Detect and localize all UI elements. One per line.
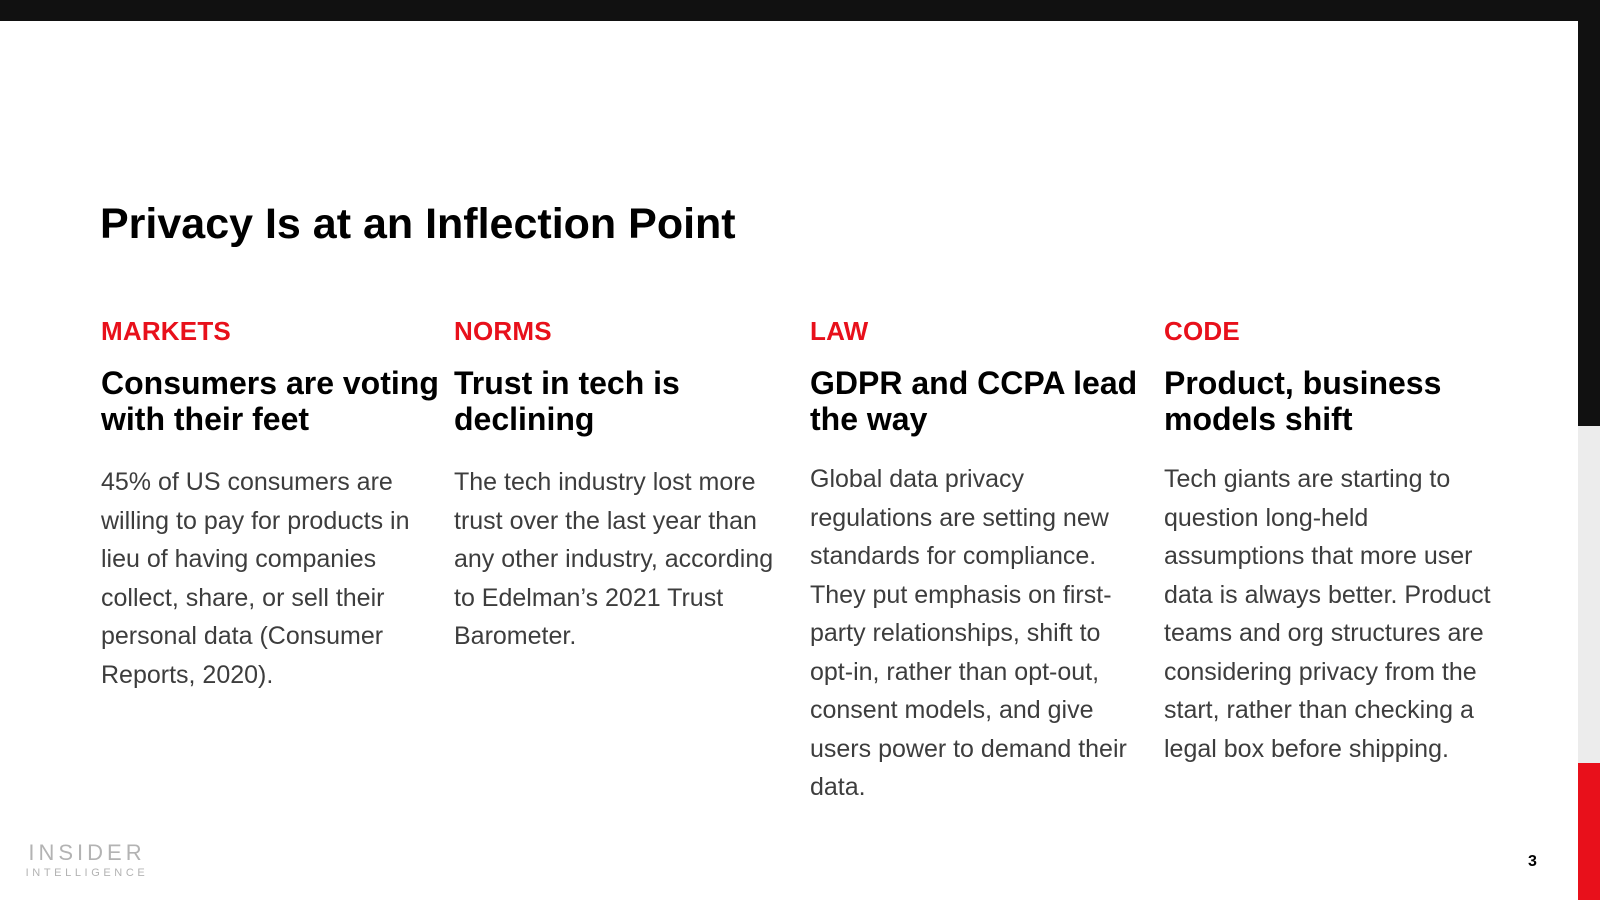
column-law [810,316,1150,807]
logo-line-2: INTELLIGENCE [25,867,149,879]
column-label: NORMS [454,316,552,346]
column-body: 45% of US consumers are willing to pay for products in lieu of having companies collect, share, or sell their personal data (Consumer Reports, 2020). [101,468,410,689]
side-accent-dark [1578,21,1600,426]
side-accent-red [1578,763,1600,900]
column-norms [454,316,794,656]
column-heading: Consumers are voting with their feet [101,365,439,437]
column-label: LAW [810,316,869,346]
column-label: MARKETS [101,316,231,346]
column-code [1164,316,1514,768]
top-bar [0,0,1600,21]
column-heading: Trust in tech is declining [454,365,680,437]
logo-line-1: INSIDER [28,840,146,865]
page-number: 3 [1528,853,1537,870]
column-body: Tech giants are starting to question long-held assumptions that more user data is always better. Product teams and org structures are considering privacy from the start, rather than checking a legal box before shipping. [1164,465,1491,763]
column-heading: Product, business models shift [1164,365,1442,437]
column-label: CODE [1164,316,1240,346]
insider-intelligence-logo [22,842,152,880]
side-accent-light [1578,426,1600,763]
column-body: The tech industry lost more trust over the last year than any other industry, according to Edelman’s 2021 Trust Barometer. [454,468,774,650]
column-markets [101,316,441,694]
column-body: Global data privacy regulations are setting new standards for compliance. They put emphasis on first-party relationships, shift to opt-in, rather than opt-out, consent models, and give users power to demand their data. [810,465,1127,801]
slide-title: Privacy Is at an Inflection Point [100,200,736,248]
column-heading: GDPR and CCPA lead the way [810,365,1138,437]
